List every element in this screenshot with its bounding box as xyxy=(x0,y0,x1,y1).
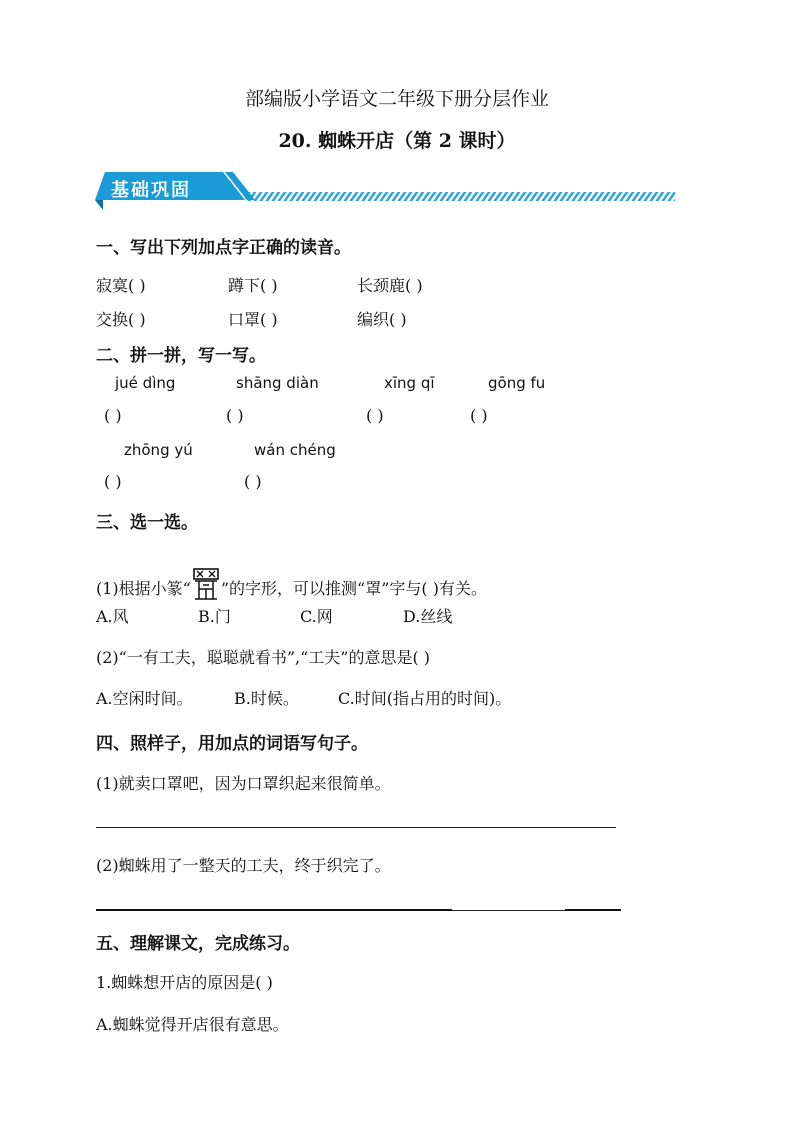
lesson-title: 20. 蜘蛛开店（第 2 课时） xyxy=(278,130,516,152)
s4-example-1: (1)就卖口罩吧，因为口罩织起来很简单。 xyxy=(96,774,391,793)
pinyin: shāng diàn xyxy=(236,374,319,392)
s1-item: 长颈鹿( ) xyxy=(357,276,423,295)
pinyin: wán chéng xyxy=(254,441,336,459)
section-banner xyxy=(95,170,677,216)
seal-script-character-icon xyxy=(191,566,221,602)
s1-item: 口罩( ) xyxy=(228,310,278,329)
answer-box: ( ) xyxy=(366,406,384,425)
option: B.时候。 xyxy=(234,689,299,708)
s4-example-2: (2)蜘蛛用了一整天的工夫，终于织完了。 xyxy=(96,856,391,875)
answer-box: ( ) xyxy=(226,406,244,425)
page-title: 部编版小学语文二年级下册分层作业 xyxy=(244,88,549,110)
q1-suffix: ”的字形，可以推测“罩”字与( )有关。 xyxy=(220,579,487,598)
pinyin: gōng fu xyxy=(488,374,546,392)
option: B.门 xyxy=(198,607,231,626)
answer-box: ( ) xyxy=(244,472,262,491)
pinyin: xīng qī xyxy=(384,374,435,392)
s5-question-1: 1.蜘蛛想开店的原因是( ) xyxy=(96,973,273,992)
answer-line xyxy=(96,909,452,911)
s1-item: 蹲下( ) xyxy=(228,276,278,295)
banner-label: 基础巩固 xyxy=(111,180,191,201)
section-1-heading: 一、写出下列加点字正确的读音。 xyxy=(96,238,351,258)
option: A.风 xyxy=(96,607,129,626)
answer-line xyxy=(565,909,621,911)
answer-line xyxy=(452,910,565,911)
option: C.网 xyxy=(300,607,333,626)
pinyin: zhōng yú xyxy=(124,441,193,459)
section-4-heading: 四、照样子，用加点的词语写句子。 xyxy=(96,734,368,754)
answer-box: ( ) xyxy=(470,406,488,425)
s3-question-1 xyxy=(96,566,487,602)
option: A.空闲时间。 xyxy=(96,689,193,708)
option: D.丝线 xyxy=(403,607,453,626)
s1-item: 交换( ) xyxy=(96,310,146,329)
answer-box: ( ) xyxy=(104,472,122,491)
section-5-heading: 五、理解课文，完成练习。 xyxy=(96,934,300,954)
option: A.蜘蛛觉得开店很有意思。 xyxy=(96,1015,289,1034)
s1-item: 寂寞( ) xyxy=(96,276,146,295)
pinyin: jué dìng xyxy=(115,374,176,392)
s1-item: 编织( ) xyxy=(357,310,407,329)
q1-prefix: (1)根据小篆“ xyxy=(96,579,191,598)
s3-question-2: (2)“一有工夫，聪聪就看书”,“工夫”的意思是( ) xyxy=(96,648,431,667)
answer-line xyxy=(96,827,616,828)
answer-box: ( ) xyxy=(104,406,122,425)
section-2-heading: 二、拼一拼，写一写。 xyxy=(96,346,266,366)
section-3-heading: 三、选一选。 xyxy=(96,513,198,533)
option: C.时间(指占用的时间)。 xyxy=(338,689,512,708)
